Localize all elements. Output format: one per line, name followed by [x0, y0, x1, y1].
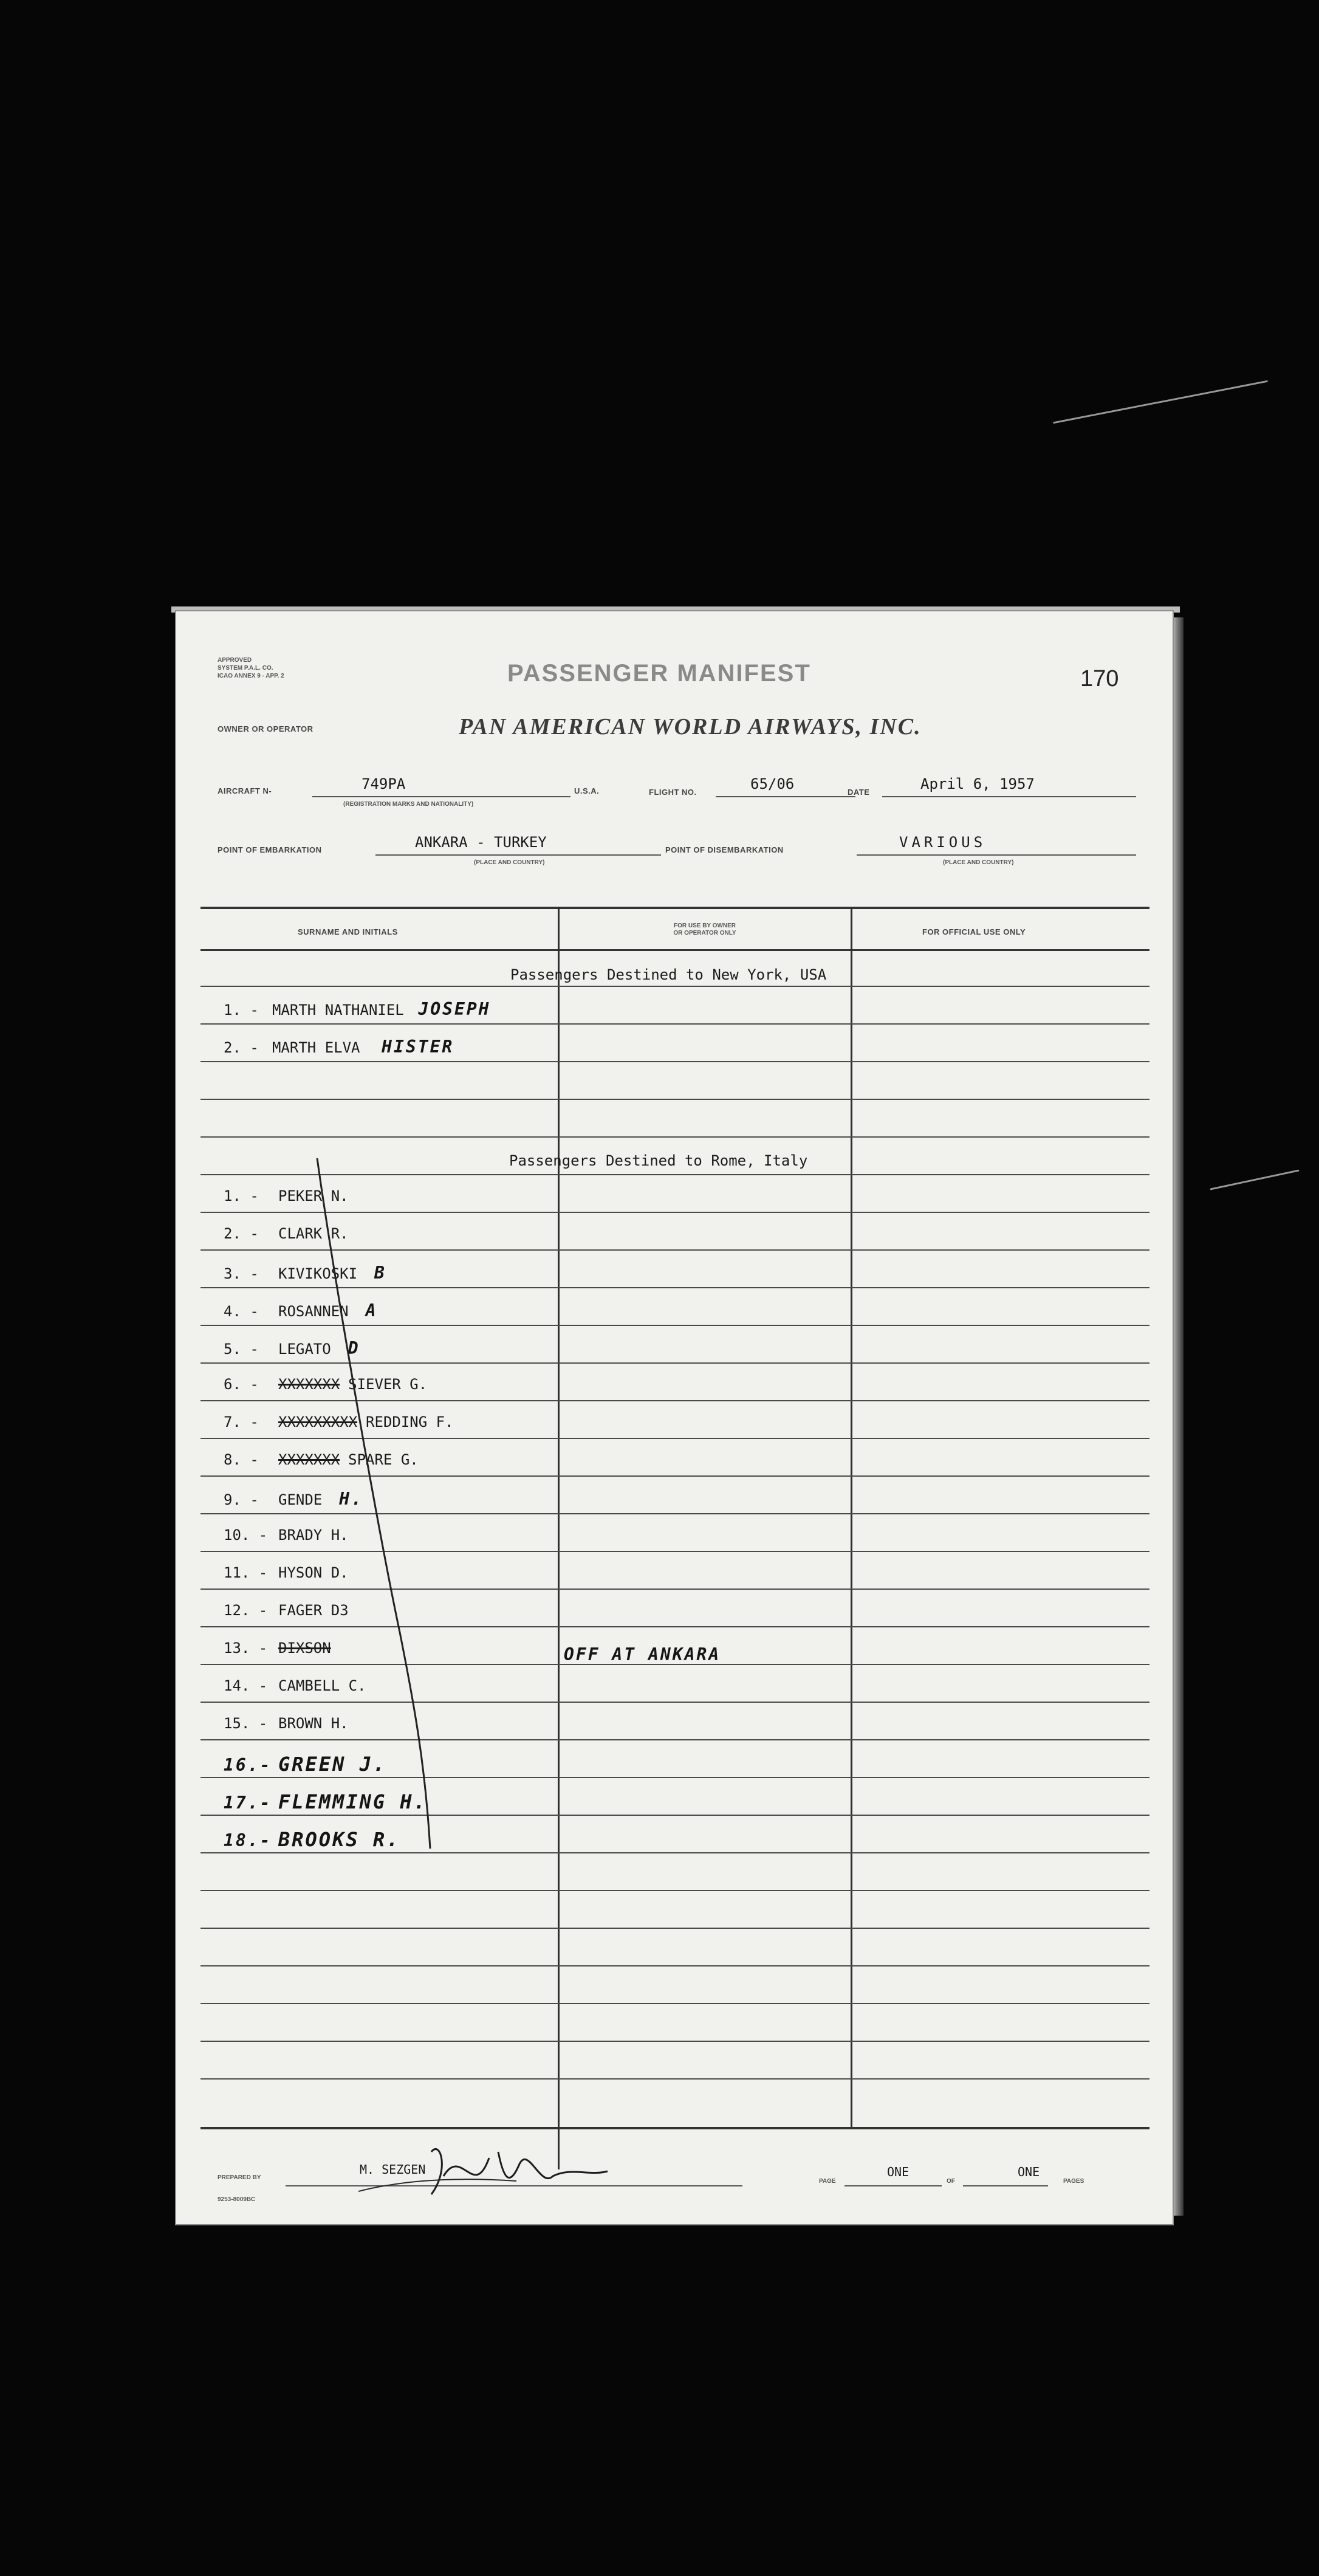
pages-label: PAGES — [1063, 2178, 1084, 2185]
signature — [358, 2134, 614, 2207]
disembark-caption: (PLACE AND COUNTRY) — [943, 859, 1014, 866]
row-number: 10. - — [224, 1527, 268, 1544]
handwritten-name: FLEMMING H. — [278, 1790, 427, 1813]
embark-value: ANKARA - TURKEY — [415, 834, 547, 851]
row-number: 9. - — [224, 1491, 259, 1508]
page-value: ONE — [887, 2165, 910, 2179]
passenger-name: FAGER D3 — [278, 1602, 349, 1619]
date-label: DATE — [848, 788, 870, 797]
prepared-value: M. SEZGEN — [360, 2162, 426, 2177]
row-number: 15. - — [224, 1715, 268, 1732]
passenger-name: LEGATO — [278, 1341, 331, 1358]
list-item: 2. - MARTH ELVA HISTER — [224, 1037, 454, 1057]
row-number: 17.- — [224, 1793, 272, 1813]
approval-block: APPROVED SYSTEM P.A.L. CO. ICAO ANNEX 9 - APP. 2 — [218, 657, 284, 679]
row-number: 12. - — [224, 1602, 268, 1619]
passenger-name: SIEVER G. — [348, 1376, 428, 1393]
passenger-name: SPARE G. — [348, 1451, 419, 1468]
passenger-name: BRADY H. — [278, 1527, 349, 1544]
column-header-owner: FOR USE BY OWNER OR OPERATOR ONLY — [673, 922, 736, 936]
disembark-value: VARIOUS — [899, 834, 987, 851]
handwritten-initial: A — [365, 1300, 378, 1321]
of-label: OF — [947, 2178, 955, 2185]
passenger-name: CAMBELL C. — [278, 1677, 366, 1694]
page-title: PASSENGER MANIFEST — [507, 660, 811, 687]
row-number: 3. - — [224, 1265, 259, 1282]
row-number: 16.- — [224, 1755, 272, 1775]
usa-label: U.S.A. — [574, 786, 600, 795]
passenger-name: HYSON D. — [278, 1564, 349, 1581]
embark-caption: (PLACE AND COUNTRY) — [474, 859, 545, 866]
handwritten-initial: D — [348, 1338, 360, 1358]
passenger-name: GENDE — [278, 1491, 323, 1508]
disembark-label: POINT OF DISEMBARKATION — [665, 845, 784, 854]
row-number: 11. - — [224, 1564, 268, 1581]
handwritten-stroke — [176, 611, 1173, 2224]
registration-caption: (REGISTRATION MARKS AND NATIONALITY) — [343, 801, 474, 808]
owner-label: OWNER OR OPERATOR — [218, 724, 313, 733]
section-header-rome: Passengers Destined to Rome, Italy — [509, 1152, 808, 1169]
row-number: 13. - — [224, 1640, 268, 1657]
row-number: 6. - — [224, 1376, 259, 1393]
row-number: 14. - — [224, 1677, 268, 1694]
row-number: 4. - — [224, 1303, 259, 1320]
prepared-label: PREPARED BY — [218, 2174, 261, 2181]
passenger-name: DIXSON — [278, 1640, 331, 1657]
passenger-name: BROWN H. — [278, 1715, 349, 1732]
struck-text: XXXXXXX — [278, 1376, 340, 1393]
column-header-official: FOR OFFICIAL USE ONLY — [922, 927, 1026, 936]
section-header-new-york: Passengers Destined to New York, USA — [510, 966, 827, 983]
of-underline — [963, 2185, 1048, 2186]
embark-label: POINT OF EMBARKATION — [218, 845, 322, 854]
date-value: April 6, 1957 — [920, 775, 1035, 792]
form-code: 9253-8009BC — [218, 2196, 256, 2203]
passenger-name: ROSANNEN — [278, 1303, 349, 1320]
handwritten-initial: H. — [339, 1489, 363, 1509]
row-number: 7. - — [224, 1413, 259, 1431]
film-scratch — [1210, 1169, 1299, 1190]
flight-label: FLIGHT NO. — [649, 788, 697, 797]
column-header-surname: SURNAME AND INITIALS — [298, 927, 398, 936]
flight-value: 65/06 — [750, 775, 795, 792]
passenger-name: REDDING F. — [366, 1413, 454, 1431]
row-number: 5. - — [224, 1341, 259, 1358]
page-stamp: 170 — [1080, 666, 1119, 692]
paper-edge — [1171, 617, 1184, 2216]
row-number: 1. - — [224, 1187, 259, 1204]
handwritten-name: GREEN J. — [278, 1753, 387, 1776]
film-scratch — [1053, 380, 1268, 424]
of-value: ONE — [1018, 2165, 1040, 2179]
row-number: 8. - — [224, 1451, 259, 1468]
owner-value: PAN AMERICAN WORLD AIRWAYS, INC. — [459, 714, 922, 740]
struck-text: XXXXXXX — [278, 1451, 340, 1468]
passenger-name: CLARK R. — [278, 1225, 349, 1242]
passenger-name: KIVIKOSKI — [278, 1265, 358, 1282]
row-number: 2. - — [224, 1225, 259, 1242]
aircraft-label: AIRCRAFT N- — [218, 786, 272, 795]
handwritten-name: BROOKS R. — [278, 1828, 400, 1851]
manifest-document — [176, 611, 1173, 2224]
list-item: 1. - MARTH NATHANIEL JOSEPH — [224, 999, 491, 1019]
passenger-name: PEKER N. — [278, 1187, 349, 1204]
struck-text: XXXXXXXXX — [278, 1413, 358, 1431]
aircraft-value: 749PA — [361, 775, 406, 792]
page-label: PAGE — [819, 2178, 836, 2185]
page-underline — [845, 2185, 942, 2186]
remark-off-at-ankara: OFF AT ANKARA — [564, 1644, 721, 1664]
handwritten-initial: B — [374, 1263, 386, 1283]
row-number: 18.- — [224, 1830, 272, 1850]
